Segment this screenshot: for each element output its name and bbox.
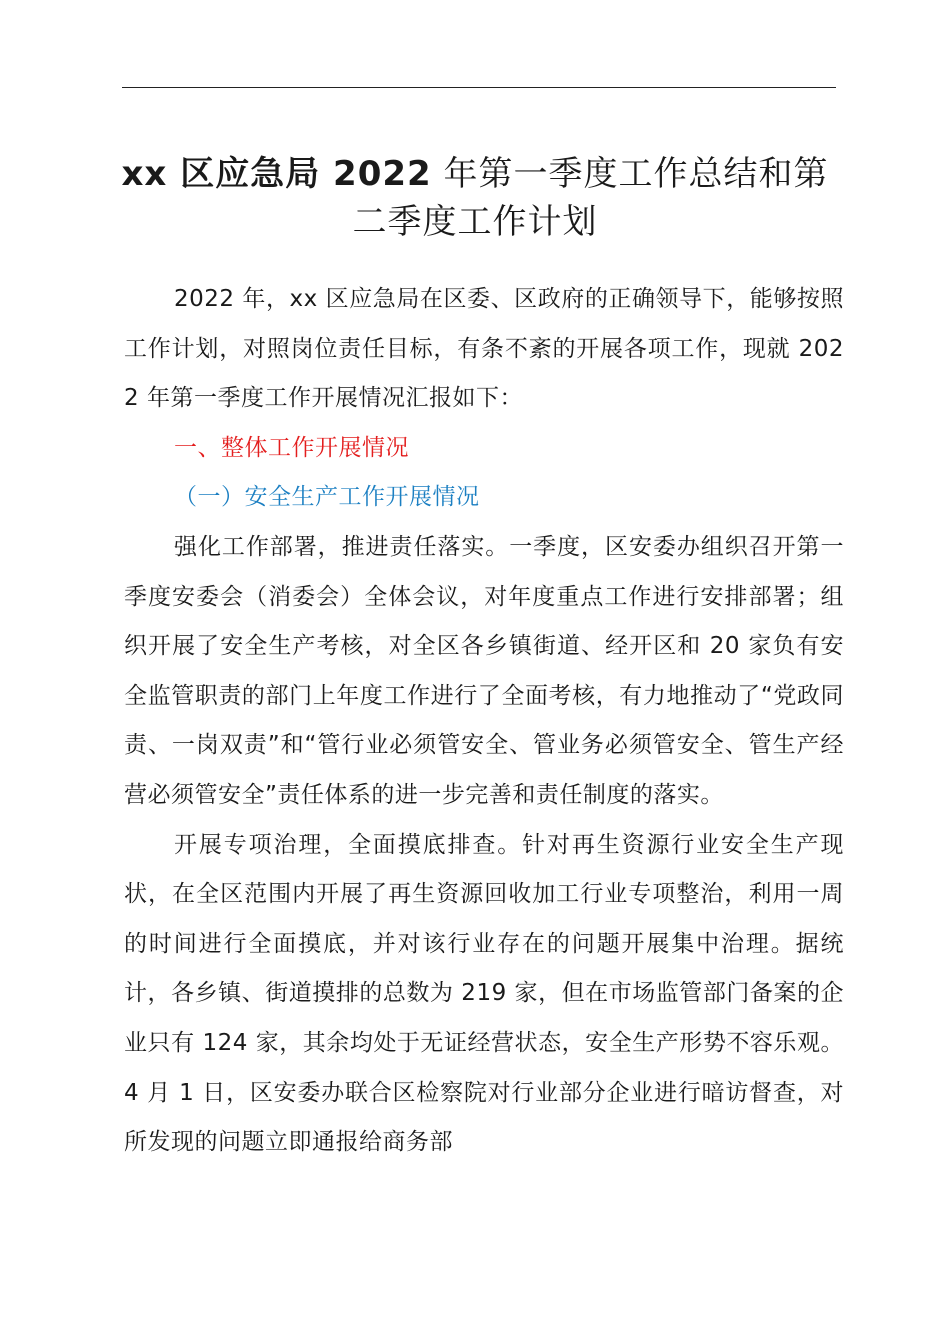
- subsection-heading-1: （一）安全生产工作开展情况: [174, 484, 480, 511]
- title-prefix: xx 区应急局: [121, 154, 334, 194]
- paragraph-responsibility: 强化工作部署，推进责任落实。一季度，区安委办组织召开第一季度安委会（消委会）全体会议，对年度重点工作进行安排部署；组织开展了安全生产考核，对全区各乡镇街道、经开区和 20 家负有安全监管职责的部门上年度工作进行了全面考核，有力地推动了“党政同责、一岗双责”和“管行业必须管安全、管业务必须管安全、管生产经营必须管安全”责任体系的进一步完善和责任制度的落实。: [124, 533, 844, 808]
- document-title: [100, 150, 850, 246]
- intro-paragraph: 2022 年，xx 区应急局在区委、区政府的正确领导下，能够按照工作计划，对照岗位责任目标，有条不紊的开展各项工作，现就 2022 年第一季度工作开展情况汇报如下：: [124, 286, 844, 412]
- header-rule: [122, 87, 836, 88]
- title-year: 2022: [333, 154, 432, 194]
- paragraph-special-governance: 开展专项治理，全面摸底排查。针对再生资源行业安全生产现状，在全区范围内开展了再生资源回收加工行业专项整治，利用一周的时间进行全面摸底，并对该行业存在的问题开展集中治理。据统计，各乡镇、街道摸排的总数为 219 家，但在市场监管部门备案的企业只有 124 家，其余均处于无证经营状态，安全生产形势不容乐观。4 月 1 日，区安委办联合区检察院对行业部分企业进行暗访督查，对所发现的问题立即通报给商务部: [124, 831, 844, 1156]
- title-line-1: [100, 150, 850, 198]
- title-suffix: 年第一季度工作总结和第: [431, 154, 829, 194]
- title-line-2: 二季度工作计划: [352, 202, 598, 242]
- section-heading-1: 一、整体工作开展情况: [174, 434, 409, 461]
- document-body: [124, 275, 844, 1168]
